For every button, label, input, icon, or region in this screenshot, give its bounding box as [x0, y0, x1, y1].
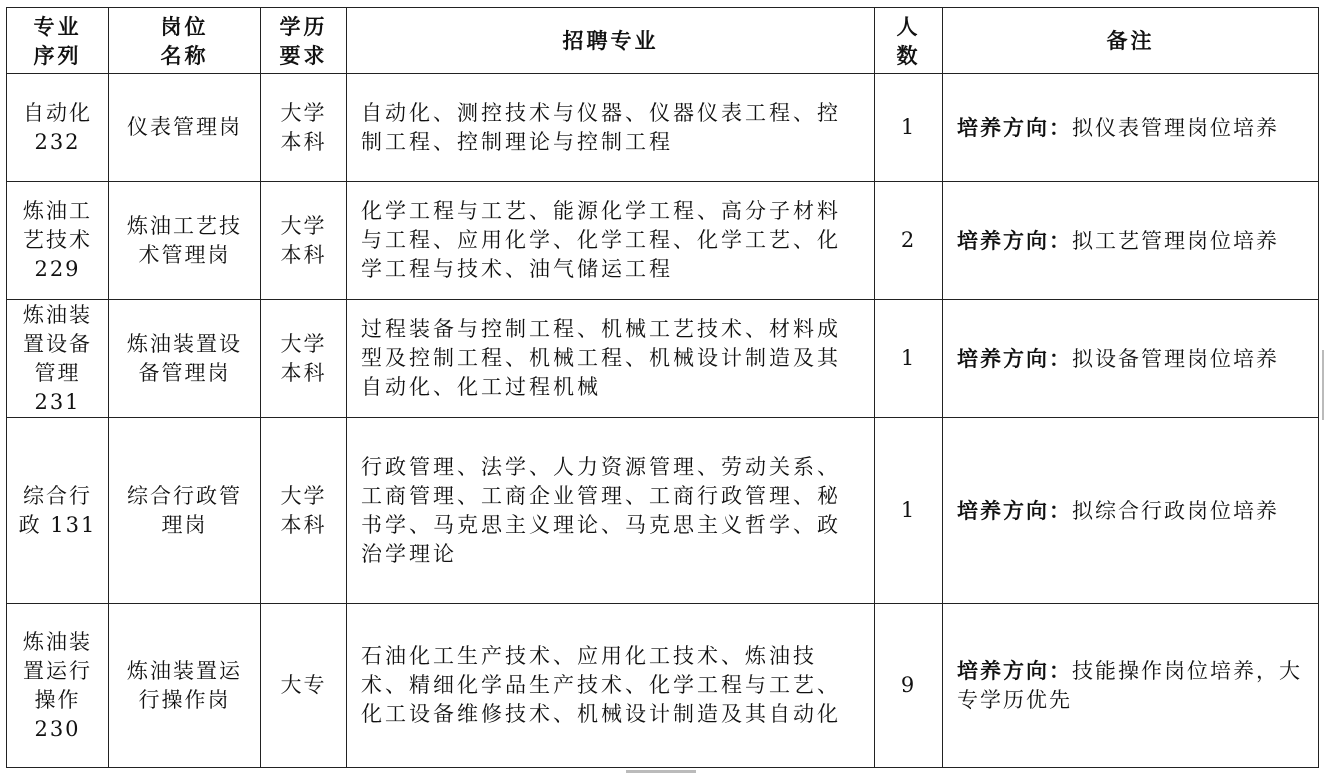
header-remarks: 备注	[943, 8, 1319, 74]
cell-series: 自动化 232	[7, 74, 109, 182]
remark-text: 拟综合行政岗位培养	[1072, 498, 1279, 523]
cell-remarks	[943, 604, 1319, 768]
header-education: 学历 要求	[261, 8, 347, 74]
cell-count: 1	[875, 74, 943, 182]
remark-label: 培养方向：	[957, 497, 1072, 523]
remark-label: 培养方向：	[957, 345, 1072, 371]
header-majors: 招聘专业	[347, 8, 875, 74]
cell-education: 大专	[261, 604, 347, 768]
remark-label: 培养方向：	[957, 658, 1072, 683]
table-row	[7, 604, 1319, 768]
cell-remarks	[943, 418, 1319, 604]
remark-text: 拟仪表管理岗位培养	[1072, 115, 1279, 140]
cell-remarks	[943, 74, 1319, 182]
table-row	[7, 418, 1319, 604]
cell-post: 炼油工艺技 术管理岗	[109, 182, 261, 300]
cell-series: 炼油装 置设备 管理 231	[7, 300, 109, 418]
recruitment-table	[6, 7, 1319, 768]
page-edge-mark	[1322, 350, 1324, 420]
cell-post: 炼油装置运 行操作岗	[109, 604, 261, 768]
cell-majors: 行政管理、法学、人力资源管理、劳动关系、工商管理、工商企业管理、工商行政管理、秘书学、马克思主义理论、马克思主义哲学、政治学理论	[347, 418, 875, 604]
header-series: 专业 序列	[7, 8, 109, 74]
cell-count: 2	[875, 182, 943, 300]
header-post: 岗位 名称	[109, 8, 261, 74]
table-row	[7, 182, 1319, 300]
cell-majors: 石油化工生产技术、应用化工技术、炼油技术、精细化学品生产技术、化学工程与工艺、化工设备维修技术、机械设计制造及其自动化	[347, 604, 875, 768]
table-row	[7, 74, 1319, 182]
remark-label: 培养方向：	[957, 114, 1072, 140]
cell-series: 炼油装 置运行 操作 230	[7, 604, 109, 768]
cell-education: 大学 本科	[261, 300, 347, 418]
remark-label: 培养方向：	[957, 227, 1072, 253]
cell-majors: 化学工程与工艺、能源化学工程、高分子材料与工程、应用化学、化学工程、化学工艺、化学工程与技术、油气储运工程	[347, 182, 875, 300]
cell-post: 炼油装置设 备管理岗	[109, 300, 261, 418]
cell-count: 9	[875, 604, 943, 768]
cell-majors: 过程装备与控制工程、机械工艺技术、材料成型及控制工程、机械工程、机械设计制造及其自动化、化工过程机械	[347, 300, 875, 418]
remark-text: 拟工艺管理岗位培养	[1072, 228, 1279, 253]
remark-text: 技能操作岗位培养，大专学历优先	[957, 659, 1302, 712]
header-count: 人 数	[875, 8, 943, 74]
cell-series: 炼油工 艺技术 229	[7, 182, 109, 300]
page-edge-mark	[626, 770, 696, 773]
cell-count: 1	[875, 300, 943, 418]
cell-post: 综合行政管 理岗	[109, 418, 261, 604]
cell-majors: 自动化、测控技术与仪器、仪器仪表工程、控制工程、控制理论与控制工程	[347, 74, 875, 182]
cell-remarks	[943, 182, 1319, 300]
cell-remarks	[943, 300, 1319, 418]
cell-post: 仪表管理岗	[109, 74, 261, 182]
cell-education: 大学 本科	[261, 74, 347, 182]
header-row	[7, 8, 1319, 74]
cell-count: 1	[875, 418, 943, 604]
cell-series: 综合行 政 131	[7, 418, 109, 604]
cell-education: 大学 本科	[261, 182, 347, 300]
remark-text: 拟设备管理岗位培养	[1072, 346, 1279, 371]
table-row	[7, 300, 1319, 418]
cell-education: 大学 本科	[261, 418, 347, 604]
